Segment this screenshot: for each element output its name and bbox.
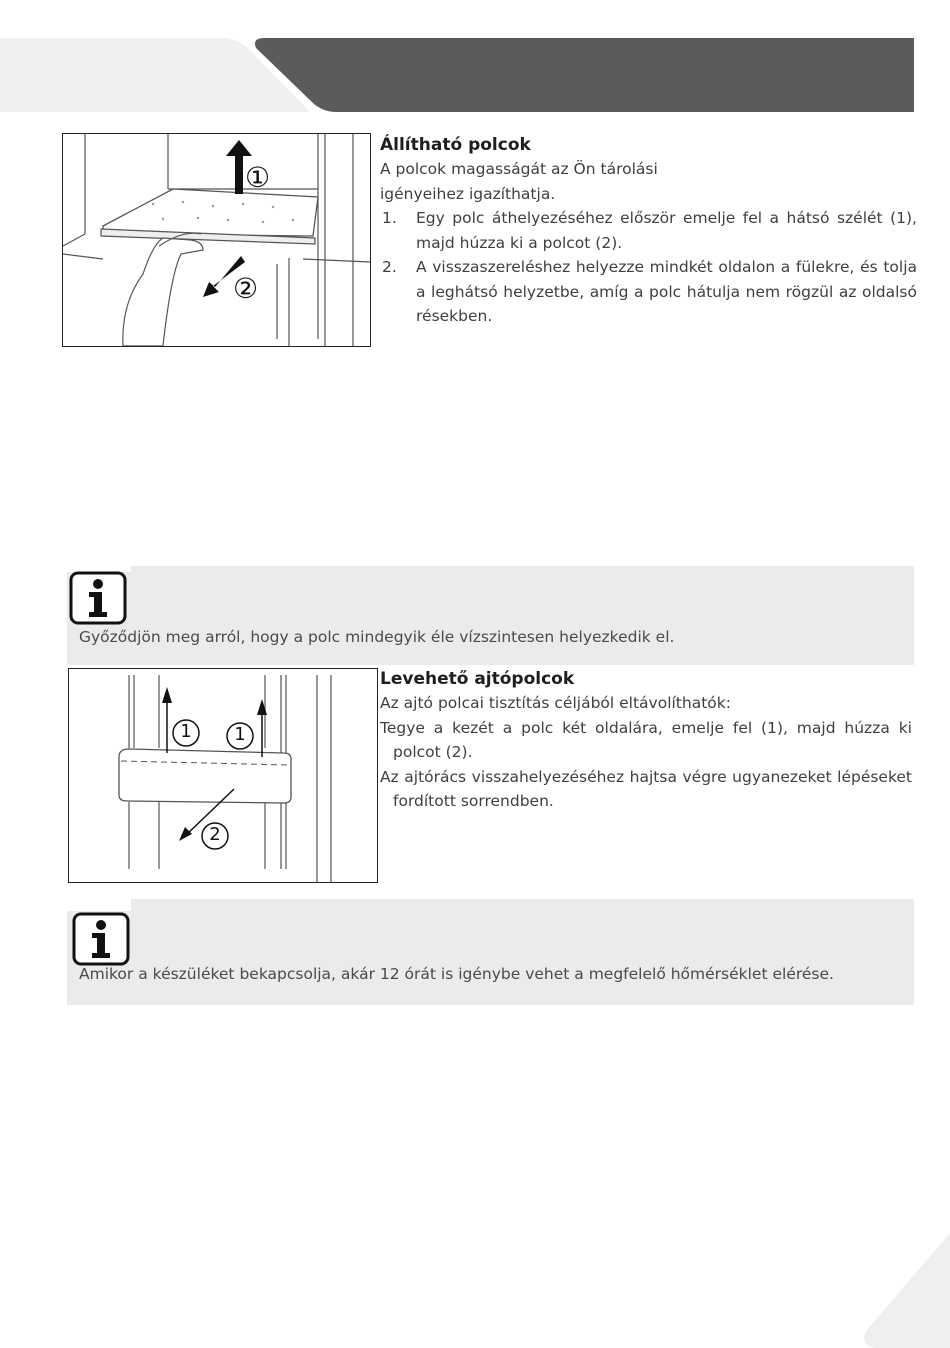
- figure-label-2: 2: [209, 824, 221, 845]
- header-band-dark: [254, 38, 914, 112]
- page-corner-decoration: [860, 1233, 950, 1348]
- note-text: Amikor a készüléket bekapcsolja, akár 12 órát is igénybe vehet a megfelelő hőmérséklet elérése.: [79, 965, 834, 983]
- step-number: 1.: [382, 209, 397, 227]
- section-title: Levehető ajtópolcok: [380, 669, 575, 689]
- info-icon: [72, 912, 130, 966]
- paragraph: Az ajtórács visszahelyezéséhez hajtsa végre ugyanezeket lépéseket fordított sorrendben.: [380, 767, 912, 810]
- figure-label-2: ②: [233, 272, 259, 305]
- step-number: 2.: [382, 258, 397, 276]
- adjustable-shelves-section: [380, 133, 917, 329]
- list-item: [380, 255, 917, 329]
- intro-line: igényeihez igazíthatja.: [380, 184, 556, 203]
- info-note: [67, 566, 914, 665]
- intro-line: A polcok magasságát az Ön tárolási: [380, 160, 658, 178]
- figure-label-1: 1: [180, 721, 192, 742]
- figure-label-1: ①: [245, 161, 271, 194]
- paragraph: Tegye a kezét a polc két oldalára, emelje fel (1), majd húzza ki polcot (2).: [380, 718, 912, 761]
- door-shelf-illustration: [68, 668, 378, 883]
- info-icon: [69, 571, 127, 625]
- step-text: A visszaszereléshez helyezze mindkét oldalon a fülekre, és tolja a leghátsó helyzetbe, amíg a polc hátulja nem rögzül az oldalsó résekben.: [416, 258, 917, 325]
- info-note: [67, 899, 914, 1005]
- removable-door-shelves-section: [380, 667, 912, 814]
- steps-list: [380, 206, 917, 329]
- paragraph: Az ajtó polcai tisztítás céljából eltávolíthatók:: [380, 694, 731, 712]
- section-title: Állítható polcok: [380, 135, 531, 155]
- figure-label-1: 1: [234, 724, 246, 745]
- list-item: [380, 206, 917, 255]
- adjustable-shelf-illustration: [62, 133, 371, 347]
- note-text: Győződjön meg arról, hogy a polc mindegyik éle vízszintesen helyezkedik el.: [79, 628, 675, 646]
- step-text: Egy polc áthelyezéséhez először emelje fel a hátsó szélét (1), majd húzza ki a polcot (2).: [416, 209, 917, 252]
